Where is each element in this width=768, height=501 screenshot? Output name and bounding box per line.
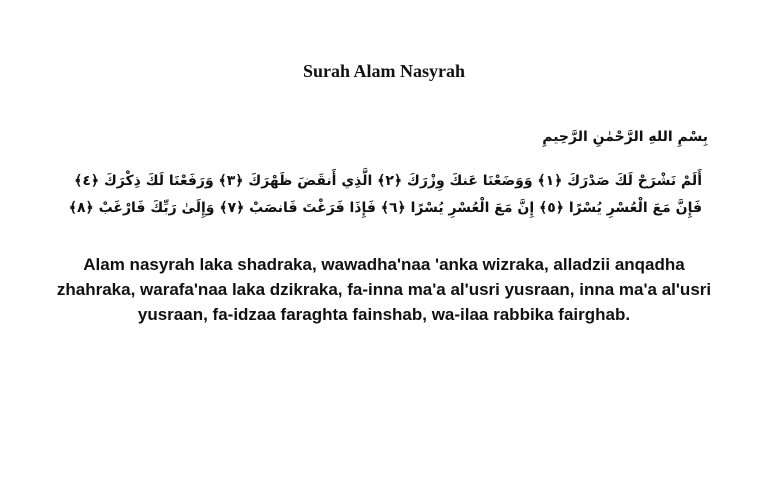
arabic-verses: أَلَمْ نَشْرَحْ لَكَ صَدْرَكَ ﴿١﴾ وَوَضَعْنَا عَنكَ وِزْرَكَ ﴿٢﴾ الَّذِي أَنقَضَ ظَهْرَكَ ﴿٣﴾ وَرَفَعْنَا لَكَ ذِكْرَكَ ﴿٤﴾ فَإِنَّ مَعَ الْعُسْرِ يُسْرًا ﴿٥﴾ إِنَّ مَعَ الْعُسْرِ يُسْرًا ﴿٦﴾ فَإِذَا فَرَغْتَ فَانصَبْ ﴿٧﴾ وَإِلَىٰ رَبِّكَ فَارْغَبْ ﴿٨﴾	[68, 173, 702, 216]
transliteration-paragraph: Alam nasyrah laka shadraka, wawadha'naa 'anka wizraka, alladzii anqadha zhahraka, warafa'naa laka dzikraka, fa-inna ma'a al'usri yusraan, inna ma'a al'usri yusraan, fa-idzaa faraghta fainshab, wa-ilaa rabbika fairghab.	[56, 255, 712, 324]
surah-title: Surah Alam Nasyrah	[302, 61, 466, 81]
basmala-text: بِسْمِ اللهِ الرَّحْمٰنِ الرَّحِيمِ	[542, 129, 708, 145]
